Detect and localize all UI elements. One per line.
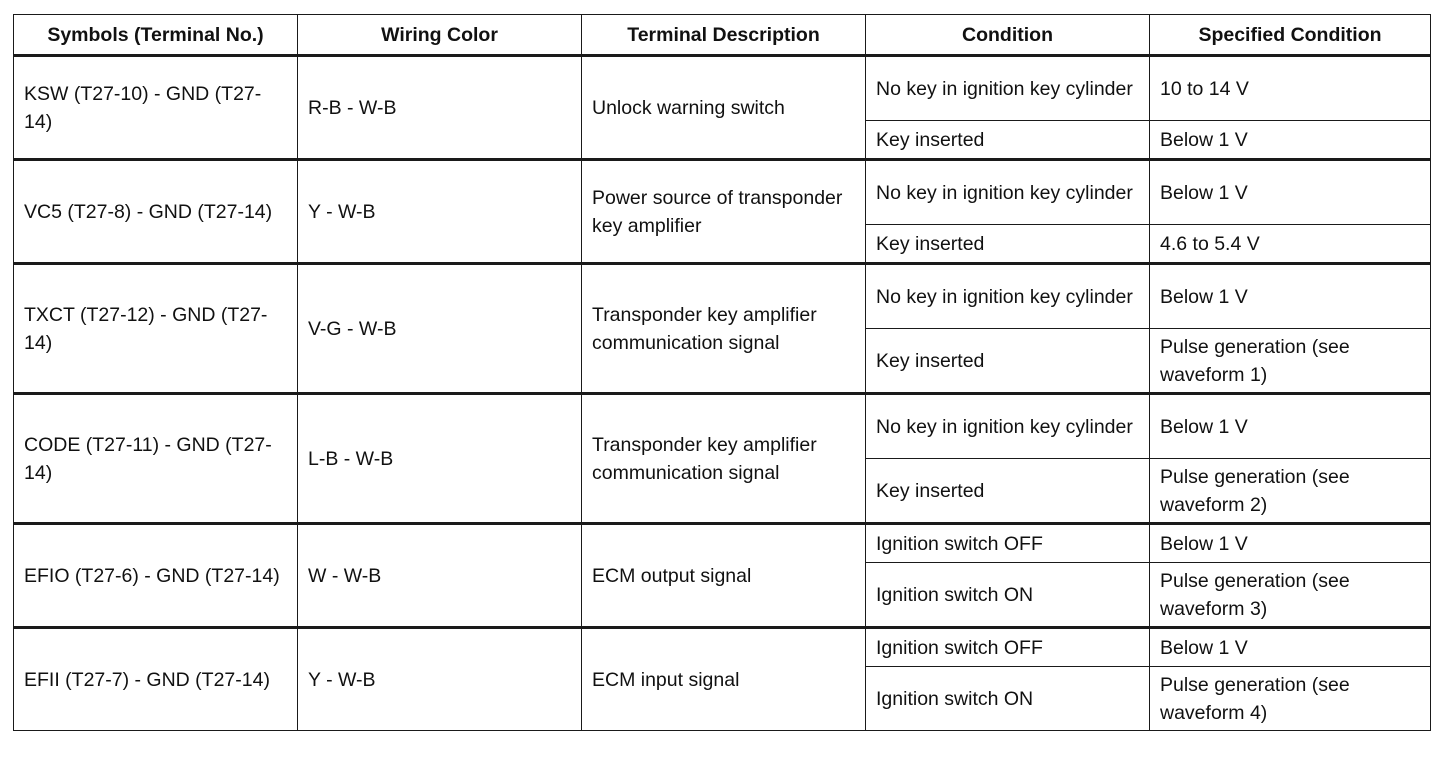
description-cell: Transponder key amplifier communication signal xyxy=(582,394,866,524)
specified-condition-cell: 4.6 to 5.4 V xyxy=(1150,225,1431,264)
condition-cell: Key inserted xyxy=(866,225,1150,264)
specified-condition-cell: 10 to 14 V xyxy=(1150,56,1431,121)
table-row xyxy=(14,264,1431,329)
symbol-cell: TXCT (T27-12) - GND (T27-14) xyxy=(14,264,298,394)
terminal-inspection-table xyxy=(13,14,1431,731)
symbol-cell: VC5 (T27-8) - GND (T27-14) xyxy=(14,160,298,264)
specified-condition-cell: Below 1 V xyxy=(1150,524,1431,563)
wiring-color-cell: W - W-B xyxy=(298,524,582,628)
header-wiring-color: Wiring Color xyxy=(298,15,582,56)
description-cell: ECM output signal xyxy=(582,524,866,628)
condition-cell: Ignition switch ON xyxy=(866,667,1150,731)
table-row xyxy=(14,524,1431,563)
wiring-color-cell: Y - W-B xyxy=(298,160,582,264)
condition-cell: Key inserted xyxy=(866,459,1150,524)
specified-condition-cell: Pulse generation (see waveform 1) xyxy=(1150,329,1431,394)
condition-cell: No key in ignition key cylinder xyxy=(866,264,1150,329)
table-row xyxy=(14,160,1431,225)
wiring-color-cell: V-G - W-B xyxy=(298,264,582,394)
symbol-cell: KSW (T27-10) - GND (T27-14) xyxy=(14,56,298,160)
header-specified-condition: Specified Condition xyxy=(1150,15,1431,56)
condition-cell: No key in ignition key cylinder xyxy=(866,394,1150,459)
header-terminal-description: Terminal Description xyxy=(582,15,866,56)
wiring-color-cell: R-B - W-B xyxy=(298,56,582,160)
specified-condition-cell: Pulse generation (see waveform 3) xyxy=(1150,563,1431,628)
wiring-color-cell: Y - W-B xyxy=(298,628,582,731)
condition-cell: No key in ignition key cylinder xyxy=(866,160,1150,225)
condition-cell: Key inserted xyxy=(866,329,1150,394)
specified-condition-cell: Below 1 V xyxy=(1150,121,1431,160)
table-row xyxy=(14,56,1431,121)
specified-condition-cell: Below 1 V xyxy=(1150,628,1431,667)
header-condition: Condition xyxy=(866,15,1150,56)
specified-condition-cell: Pulse generation (see waveform 2) xyxy=(1150,459,1431,524)
table-header-row xyxy=(14,15,1431,56)
symbol-cell: CODE (T27-11) - GND (T27-14) xyxy=(14,394,298,524)
condition-cell: Ignition switch ON xyxy=(866,563,1150,628)
condition-cell: Key inserted xyxy=(866,121,1150,160)
condition-cell: Ignition switch OFF xyxy=(866,524,1150,563)
wiring-color-cell: L-B - W-B xyxy=(298,394,582,524)
symbol-cell: EFII (T27-7) - GND (T27-14) xyxy=(14,628,298,731)
description-cell: Power source of transponder key amplifier xyxy=(582,160,866,264)
specified-condition-cell: Below 1 V xyxy=(1150,160,1431,225)
symbol-cell: EFIO (T27-6) - GND (T27-14) xyxy=(14,524,298,628)
specified-condition-cell: Below 1 V xyxy=(1150,394,1431,459)
specified-condition-cell: Below 1 V xyxy=(1150,264,1431,329)
description-cell: ECM input signal xyxy=(582,628,866,731)
table-row xyxy=(14,394,1431,459)
description-cell: Unlock warning switch xyxy=(582,56,866,160)
condition-cell: Ignition switch OFF xyxy=(866,628,1150,667)
table-row xyxy=(14,628,1431,667)
header-symbols: Symbols (Terminal No.) xyxy=(14,15,298,56)
description-cell: Transponder key amplifier communication signal xyxy=(582,264,866,394)
specified-condition-cell: Pulse generation (see waveform 4) xyxy=(1150,667,1431,731)
condition-cell: No key in ignition key cylinder xyxy=(866,56,1150,121)
